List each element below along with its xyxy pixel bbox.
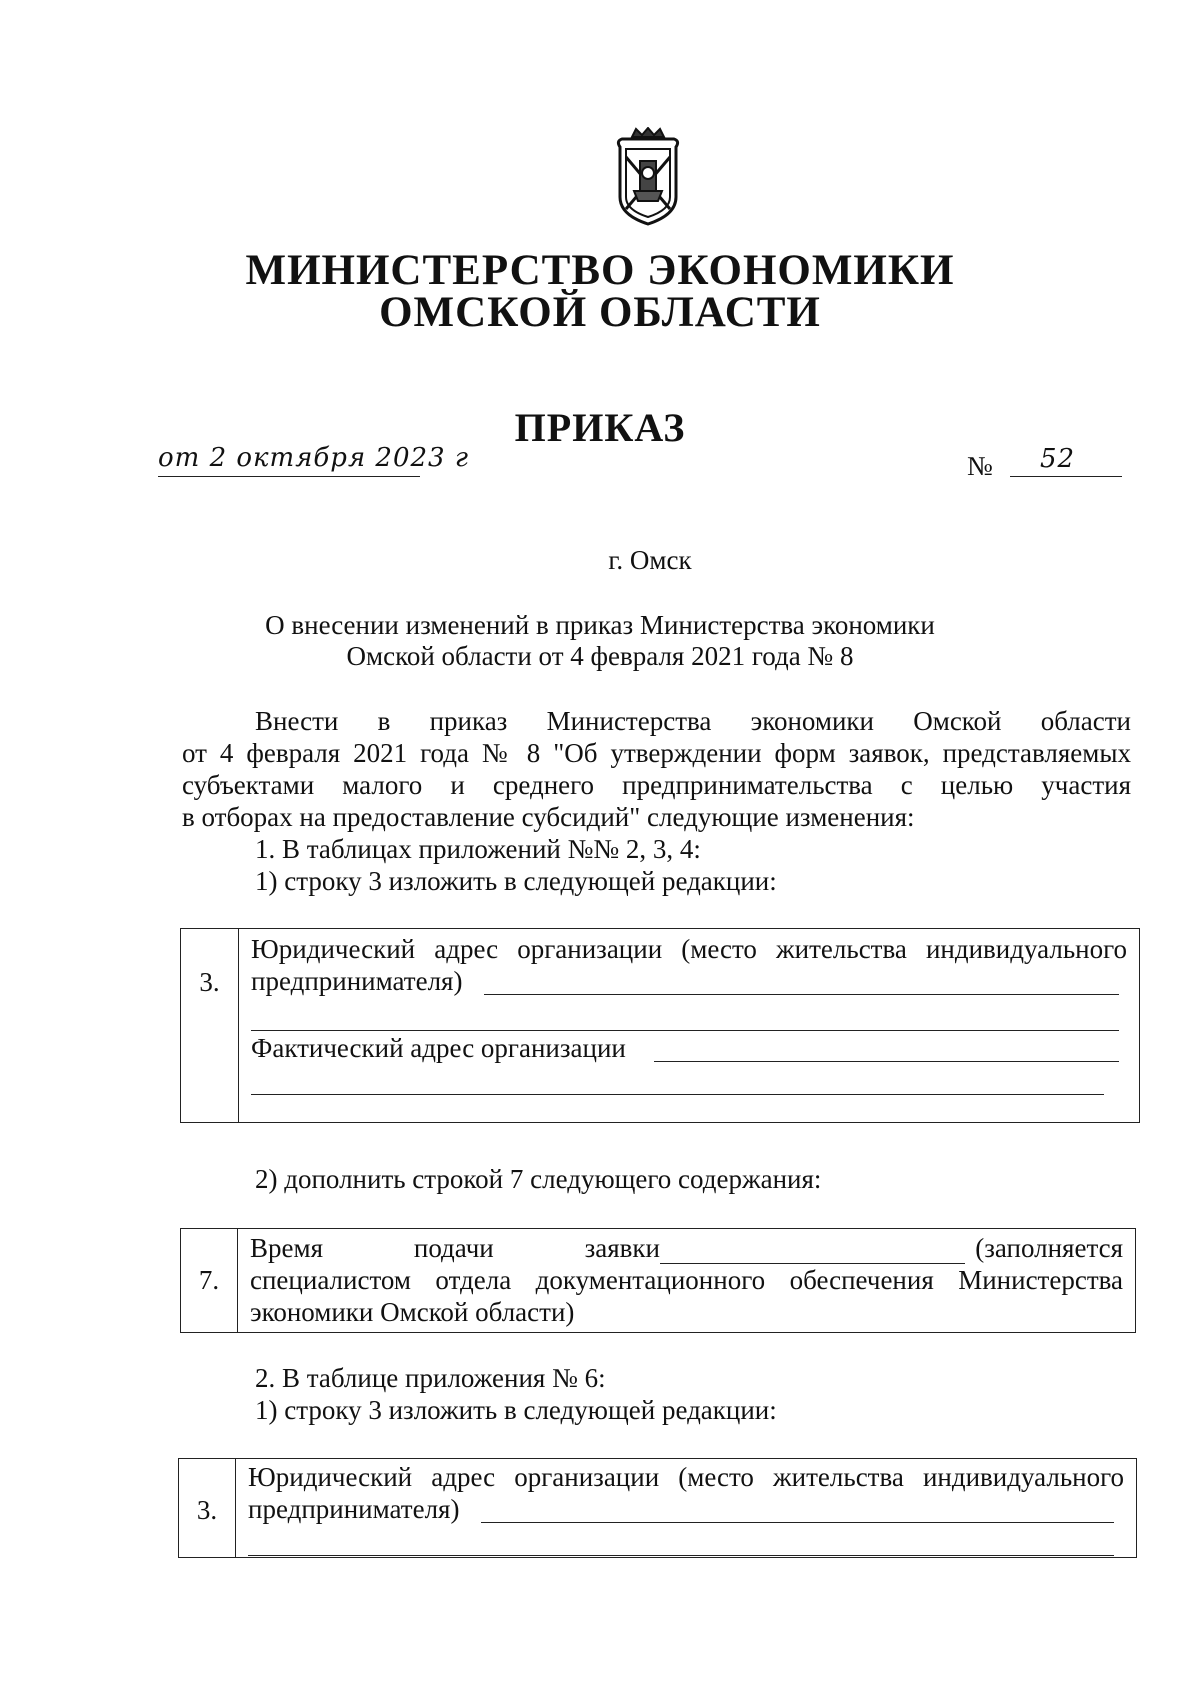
city: г. Омск: [608, 545, 692, 575]
row-number-cell: [179, 1459, 236, 1558]
submission-time-note-line3: экономики Омской области): [250, 1297, 575, 1327]
body-paragraph-line4: в отборах на предоставление субсидий" следующие изменения:: [182, 802, 915, 832]
body-paragraph-line2: от 4 февраля 2021 года № 8 "Об утверждении форм заявок, представляемых: [182, 738, 1131, 768]
legal-address-line2: предпринимателя): [251, 966, 463, 996]
submission-time-label: Время подачи заявки: [250, 1233, 660, 1263]
order-date-handwritten: от 2 октября 2023 г: [158, 443, 469, 473]
legal-address-line1: Юридический адрес организации (место жительства индивидуального: [248, 1462, 1124, 1492]
row-number: 3.: [199, 967, 220, 997]
submission-time-line: [250, 1232, 1123, 1264]
ministry-name-line1: МИНИСТЕРСТВО ЭКОНОМИКИ: [245, 247, 955, 294]
actual-address-blank-2: [251, 1094, 1104, 1095]
body-paragraph-line3: субъектами малого и среднего предпринимательства с целью участия: [182, 770, 1131, 800]
order-number-handwritten: 52: [1040, 444, 1076, 474]
table-row-3-first: [180, 928, 1140, 1123]
number-label: №: [967, 451, 993, 481]
legal-address-blank-1: [484, 994, 1119, 995]
legal-address-blank-1: [481, 1522, 1114, 1523]
row-content-cell: [238, 1229, 1136, 1333]
row-content-cell: [239, 929, 1140, 1123]
subject-line2: Омской области от 4 февраля 2021 года № 8: [346, 641, 854, 671]
coat-of-arms-emblem: [612, 127, 684, 227]
item-1-2-text: 2) дополнить строкой 7 следующего содержания:: [255, 1164, 822, 1194]
legal-address-line2: предпринимателя): [248, 1494, 460, 1524]
table-row-7: [180, 1228, 1136, 1333]
legal-address-blank-2: [251, 1030, 1119, 1031]
row-number: 3.: [196, 1495, 218, 1525]
actual-address-label: Фактический адрес организации: [251, 1033, 626, 1063]
row-content-cell: [236, 1459, 1137, 1558]
item-2-heading: 2. В таблице приложения № 6:: [255, 1363, 606, 1393]
subject-line1: О внесении изменений в приказ Министерства экономики: [265, 610, 935, 640]
actual-address-blank-1: [654, 1061, 1119, 1062]
item-1-1-text: 1) строку 3 изложить в следующей редакции:: [255, 866, 777, 896]
row-number: 7.: [198, 1265, 220, 1295]
row-number-cell: [181, 1229, 238, 1333]
date-underline: [158, 476, 420, 477]
submission-time-note-start: (заполняется: [975, 1233, 1123, 1263]
item-1-heading: 1. В таблицах приложений №№ 2, 3, 4:: [255, 834, 701, 864]
row-number-cell: [181, 929, 239, 1123]
ministry-name-line2: ОМСКОЙ ОБЛАСТИ: [379, 289, 821, 336]
table-row-3-second: [178, 1458, 1137, 1558]
legal-address-blank-2: [248, 1555, 1114, 1556]
number-underline: [1010, 476, 1122, 477]
submission-time-blank: [660, 1237, 965, 1264]
item-2-1-text: 1) строку 3 изложить в следующей редакции:: [255, 1395, 777, 1425]
document-type-title: ПРИКАЗ: [514, 405, 686, 450]
submission-time-note-line2: специалистом отдела документационного обеспечения Министерства: [250, 1265, 1123, 1295]
legal-address-line1: Юридический адрес организации (место жительства индивидуального: [251, 934, 1127, 964]
body-paragraph-line1: Внести в приказ Министерства экономики Омской области: [255, 706, 1131, 736]
